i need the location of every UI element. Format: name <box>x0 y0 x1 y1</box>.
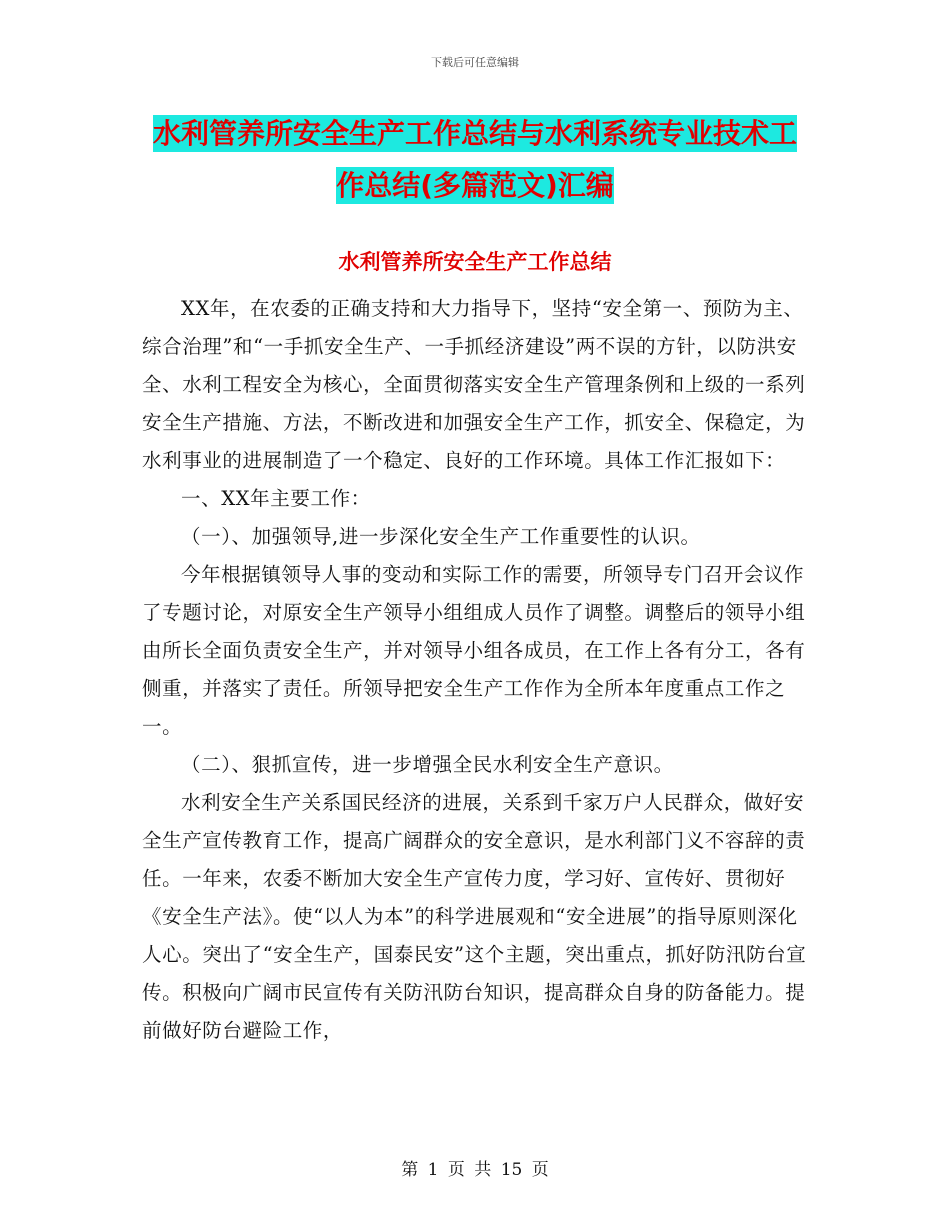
paragraph: （二）、狠抓宣传，进一步增强全民水利安全生产意识。 <box>181 753 674 776</box>
document-title <box>140 108 810 212</box>
page-footer: 第 1 页 共 15 页 <box>401 1160 549 1180</box>
title-line-1: 水利管养所安全生产工作总结与水利系统专业技术工 <box>152 117 797 150</box>
paragraph: XX年，在农委的正确支持和大力指导下，坚持“安全第一、预防为主、综合治理”和“一手抓安全生产、一手抓经济建设”两不误的方针，以防洪安全、水利工程安全为核心，全面贯彻落实安全生产管理条例和上级的一系列安全生产措施、方法，不断改进和加强安全生产工作，抓安全、保稳定，为水利事业的进展制造了一个稳定、良好的工作环境。具体工作汇报如下： <box>142 297 806 472</box>
document-body <box>142 290 812 1050</box>
paragraph: （一）、加强领导,进一步深化安全生产工作重要性的认识。 <box>181 525 701 548</box>
paragraph: 今年根据镇领导人事的变动和实际工作的需要，所领导专门召开会议作了专题讨论，对原安全生产领导小组组成人员作了调整。调整后的领导小组由所长全面负责安全生产，并对领导小组各成员，在工作上各有分工，各有侧重，并落实了责任。所领导把安全生产工作作为全所本年度重点工作之一。 <box>142 563 806 738</box>
header-note: 下载后可任意编辑 <box>431 56 519 69</box>
title-line-2: 作总结(多篇范文)汇编 <box>336 169 614 202</box>
paragraph: 一、XX年主要工作： <box>181 487 371 510</box>
section-title: 水利管养所安全生产工作总结 <box>338 250 612 274</box>
paragraph: 水利安全生产关系国民经济的进展，关系到千家万户人民群众，做好安全生产宣传教育工作，提高广阔群众的安全意识，是水利部门义不容辞的责任。一年来，农委不断加大安全生产宣传力度，学习好、宣传好、贯彻好《安全生产法》。使“以人为本”的科学进展观和“安全进展”的指导原则深化人心。突出了“安全生产，国泰民安”这个主题，突出重点，抓好防汛防台宣传。积极向广阔市民宣传有关防汛防台知识，提高群众自身的防备能力。提前做好防台避险工作， <box>142 791 807 1042</box>
